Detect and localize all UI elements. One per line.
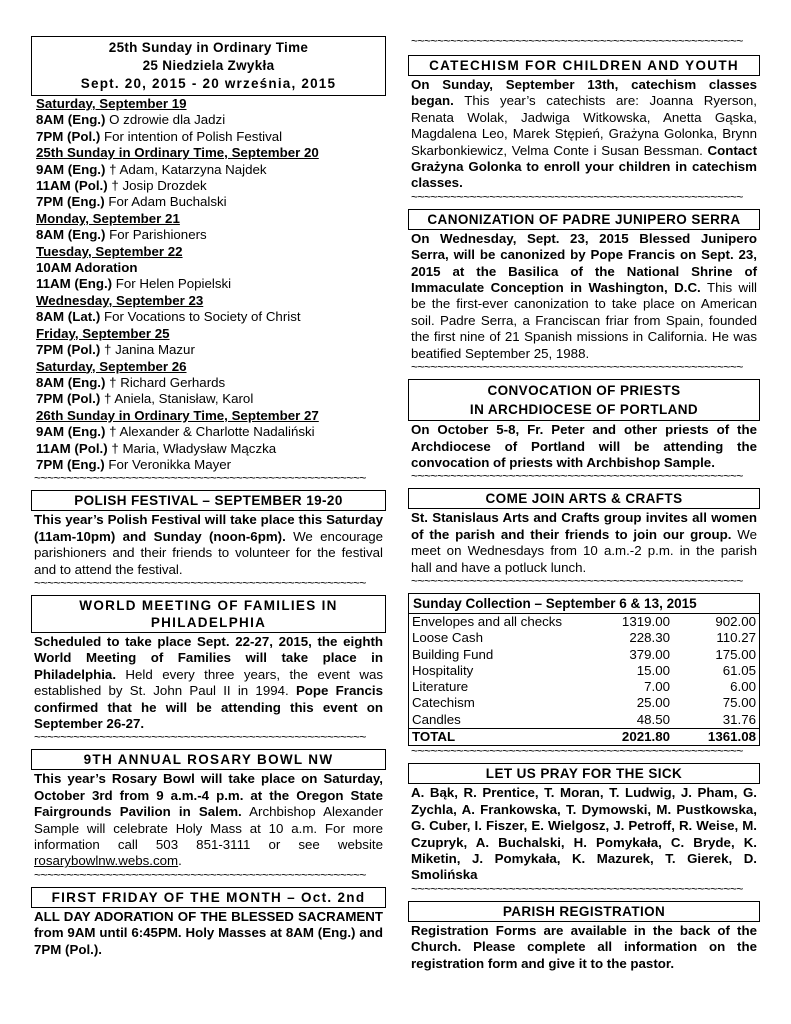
mass-time: 10AM Adoration: [36, 260, 138, 276]
collection-amount-sept-13: 110.27: [716, 630, 756, 646]
canonization-text: On Wednesday, Sept. 23, 2015 Blessed Junipero Serra, will be canonized by Pope Francis on Sept. 23, 2015 at the Basilica of the National Shrine of Immaculate Conception in Washington, D.C. This will be the first-ever canonization to take place on American soil. Padre Serra, a Franciscan friar from Spain, founded the first nine of 21 Spanish missions in California. He was beatified September 25, 1988.: [411, 230, 757, 361]
collection-amount-sept-6: 228.30: [629, 630, 670, 646]
divider: ~~~~~~~~~~~~~~~~~~~~~~~~~~~~~~~~~~~~~~~~~~~~~~~~~~~: [34, 869, 366, 881]
divider: ~~~~~~~~~~~~~~~~~~~~~~~~~~~~~~~~~~~~~~~~~~~~~~~~~~~: [411, 883, 743, 895]
schedule-mass-line: [36, 441, 386, 457]
mass-time: 8AM (Eng.): [36, 374, 106, 390]
collection-label: Catechism: [412, 695, 475, 711]
mass-time: 8AM (Lat.): [36, 309, 101, 325]
collection-amount-sept-6: 2021.80: [597, 729, 673, 746]
divider: ~~~~~~~~~~~~~~~~~~~~~~~~~~~~~~~~~~~~~~~~~~~~~~~~~~~: [411, 36, 743, 47]
first-friday-text: ALL DAY ADORATION OF THE BLESSED SACRAMENT from 9AM until 6:45PM. Holy Masses at 8AM (Eng.) and 7PM (Pol.).: [34, 908, 383, 957]
mass-time: 7PM (Eng.): [36, 194, 105, 210]
collection-label: Candles: [412, 711, 461, 727]
left-column: [31, 36, 386, 958]
mass-schedule: [36, 96, 386, 473]
mass-intention: For Helen Popielski: [112, 276, 232, 292]
collection-amount-sept-13: 61.05: [722, 662, 756, 678]
divider: ~~~~~~~~~~~~~~~~~~~~~~~~~~~~~~~~~~~~~~~~~~~~~~~~~~~: [34, 473, 366, 485]
world-meeting-text: Scheduled to take place Sept. 22-27, 2015, the eighth World Meeting of Families will take place in Philadelphia. Held every three years, the event was established by St. John Paul II in 1994. Pope Francis confirmed that he will be attending this event on September 26-27.: [34, 633, 383, 731]
mass-time: 11AM (Pol.): [36, 440, 108, 456]
divider: ~~~~~~~~~~~~~~~~~~~~~~~~~~~~~~~~~~~~~~~~~~~~~~~~~~~: [411, 191, 743, 203]
collection-row: [409, 647, 759, 663]
registration-text: Registration Forms are available in the back of the Church. Please complete all information on the registration form and give it to the pastor.: [411, 922, 757, 971]
sunday-collection: [408, 593, 760, 746]
arts-crafts-text: St. Stanislaus Arts and Crafts group invites all women of the parish and their friends to join our group. We meet on Wednesdays from 10 a.m.-2 p.m. in the parish hall and have a potluck lunch.: [411, 510, 757, 575]
mass-intention: For intention of Polish Festival: [100, 128, 283, 144]
collection-amount-sept-6: 48.50: [636, 711, 670, 727]
mass-intention: † Adam, Katarzyna Najdek: [105, 161, 267, 177]
mass-time: 7PM (Pol.): [36, 391, 101, 407]
schedule-mass-line: [36, 424, 386, 440]
mass-intention: For Adam Buchalski: [104, 194, 227, 210]
arts-crafts-title: COME JOIN ARTS & CRAFTS: [408, 488, 760, 509]
collection-total-row: [409, 729, 759, 746]
collection-row: [409, 712, 759, 729]
collection-amount-sept-6: 15.00: [636, 662, 670, 678]
right-column: [408, 36, 760, 972]
mass-intention: O zdrowie dla Jadzi: [105, 112, 226, 128]
convocation-text: On October 5-8, Fr. Peter and other priests of the Archdiocese of Portland will be attending the convocation of priests with Archbishop Sample.: [411, 422, 757, 470]
divider: ~~~~~~~~~~~~~~~~~~~~~~~~~~~~~~~~~~~~~~~~~~~~~~~~~~~: [411, 575, 743, 587]
collection-row: [409, 630, 759, 646]
convocation-title: [408, 379, 760, 421]
world-meeting-title: WORLD MEETING OF FAMILIES IN PHILADELPHIA: [31, 595, 386, 633]
schedule-mass-line: [36, 178, 386, 194]
schedule-mass-line: [36, 342, 386, 358]
mass-time: 7PM (Pol.): [36, 128, 101, 144]
mass-intention: † Maria, Władysław Mączka: [107, 440, 277, 456]
collection-label: TOTAL: [409, 729, 597, 746]
collection-row: [409, 679, 759, 695]
schedule-day-heading: Friday, September 25: [36, 325, 170, 341]
collection-table: [409, 614, 759, 745]
collection-row: [409, 695, 759, 711]
collection-amount-sept-13: 902.00: [715, 613, 756, 629]
mass-intention: † Alexander & Charlotte Nadaliński: [105, 424, 315, 440]
schedule-mass-line: [36, 276, 386, 292]
first-friday-title: FIRST FRIDAY OF THE MONTH – Oct. 2nd: [31, 887, 386, 908]
schedule-day-heading: Saturday, September 26: [36, 358, 187, 374]
schedule-mass-line: [36, 227, 386, 243]
mass-intention: † Josip Drozdek: [107, 178, 207, 194]
collection-amount-sept-13: 75.00: [722, 695, 756, 711]
collection-amount-sept-13: 31.76: [722, 711, 756, 727]
collection-label: Loose Cash: [412, 630, 483, 646]
divider: ~~~~~~~~~~~~~~~~~~~~~~~~~~~~~~~~~~~~~~~~~~~~~~~~~~~: [34, 577, 366, 589]
collection-amount-sept-6: 25.00: [636, 695, 670, 711]
schedule-mass-line: [36, 112, 386, 128]
mass-time: 8AM (Eng.): [36, 112, 106, 128]
convocation-title-line-2: IN ARCHDIOCESE OF PORTLAND: [469, 402, 699, 418]
schedule-day-heading: 25th Sunday in Ordinary Time, September 20: [36, 145, 319, 161]
schedule-mass-line: [36, 457, 386, 473]
collection-label: Hospitality: [412, 662, 474, 678]
rosary-bowl-text: This year’s Rosary Bowl will take place on Saturday, October 3rd from 9 a.m.-4 p.m. at the Oregon State Fairgrounds Pavilion in Salem. Archbishop Alexander Sample will celebrate Holy Mass at 10 a.m. For more information call 503 851-3111 or see website rosarybowlnw.webs.com.: [34, 771, 383, 869]
divider: ~~~~~~~~~~~~~~~~~~~~~~~~~~~~~~~~~~~~~~~~~~~~~~~~~~~: [411, 746, 743, 758]
schedule-day-heading: Saturday, September 19: [36, 96, 187, 111]
mass-intention: For Vocations to Society of Christ: [100, 309, 301, 325]
schedule-mass-line: [36, 162, 386, 178]
schedule-mass-line: [36, 129, 386, 145]
mass-time: 7PM (Pol.): [36, 342, 101, 358]
collection-amount-sept-6: 7.00: [644, 679, 670, 695]
schedule-mass-line: [36, 309, 386, 325]
mass-intention: † Richard Gerhards: [105, 374, 226, 390]
mass-time: 9AM (Eng.): [36, 424, 106, 440]
header-line-1: 25th Sunday in Ordinary Time: [108, 40, 309, 55]
canonization-title: CANONIZATION OF PADRE JUNIPERO SERRA: [408, 209, 760, 230]
mass-intention: † Janina Mazur: [100, 342, 195, 358]
polish-festival-text: This year’s Polish Festival will take place this Saturday (11am-10pm) and Sunday (noon-6pm). We encourage parishioners and their friends to volunteer for the festival and to attend the festival.: [34, 512, 383, 577]
schedule-day-heading: Tuesday, September 22: [36, 243, 183, 259]
collection-amount-sept-13: 1361.08: [673, 729, 759, 746]
collection-amount-sept-13: 175.00: [715, 646, 756, 662]
header-line-3: Sept. 20, 2015 - 20 września, 2015: [80, 76, 337, 91]
collection-row: [409, 663, 759, 679]
schedule-mass-line: [36, 375, 386, 391]
collection-label: Building Fund: [412, 646, 494, 662]
pray-sick-text: A. Bąk, R. Prentice, T. Moran, T. Ludwig, J. Pham, G. Zychla, A. Frankowska, T. Dymowski, M. Pustkowska, G. Cuber, I. Fiszer, E. Wielgosz, J. Petroff, R. Weise, M. Czupryk, A. Buchalski, H. Pomykała, C. Bryde, K. Miketin, J. Pomykała, K. Mazurek, T. Gierek, D. Smolińska: [411, 785, 757, 883]
divider: ~~~~~~~~~~~~~~~~~~~~~~~~~~~~~~~~~~~~~~~~~~~~~~~~~~~: [411, 471, 743, 483]
schedule-mass-line: [36, 194, 386, 210]
polish-festival-title: POLISH FESTIVAL – SEPTEMBER 19-20: [31, 490, 386, 511]
registration-title: PARISH REGISTRATION: [408, 901, 760, 922]
pray-sick-title: LET US PRAY FOR THE SICK: [408, 763, 760, 784]
schedule-day-heading: 26th Sunday in Ordinary Time, September 27: [36, 407, 319, 423]
schedule-day-heading: Monday, September 21: [36, 210, 180, 226]
divider: ~~~~~~~~~~~~~~~~~~~~~~~~~~~~~~~~~~~~~~~~~~~~~~~~~~~: [34, 732, 366, 744]
collection-label: Literature: [412, 679, 469, 695]
mass-time: 7PM (Eng.): [36, 456, 105, 472]
collection-amount-sept-6: 379.00: [629, 646, 670, 662]
mass-intention: For Veronikka Mayer: [104, 456, 232, 472]
catechism-text: On Sunday, September 13th, catechism classes began. This year’s catechists are: Joanna Ryerson, Renata Wolak, Jadwiga Witkowska, Anetta Gąska, Magdalena Leo, Marek Stępień, Grażyna Golonka, Brynn Skarbonkiewicz, Velma Conte i Susan Bessman. Contact Grażyna Golonka to enroll your children in catechism classes.: [411, 77, 757, 191]
mass-time: 9AM (Eng.): [36, 161, 106, 177]
bulletin-header: [31, 36, 386, 96]
collection-amount-sept-6: 1319.00: [621, 613, 670, 629]
collection-amount-sept-13: 6.00: [730, 679, 756, 695]
mass-time: 11AM (Pol.): [36, 178, 108, 194]
convocation-title-line-1: CONVOCATION OF PRIESTS: [487, 383, 681, 399]
mass-time: 8AM (Eng.): [36, 227, 106, 243]
collection-title: Sunday Collection – September 6 & 13, 2015: [409, 594, 759, 614]
rosary-bowl-link[interactable]: rosarybowlnw.webs.com: [34, 853, 179, 869]
collection-row: [409, 614, 759, 630]
rosary-bowl-title: 9TH ANNUAL ROSARY BOWL NW: [31, 749, 386, 770]
mass-intention: For Parishioners: [105, 227, 207, 243]
mass-time: 11AM (Eng.): [36, 276, 113, 292]
schedule-mass-line: [36, 391, 386, 407]
header-line-2: 25 Niedziela Zwykła: [142, 58, 275, 73]
divider: ~~~~~~~~~~~~~~~~~~~~~~~~~~~~~~~~~~~~~~~~~~~~~~~~~~~: [411, 362, 743, 374]
schedule-mass-line: [36, 260, 386, 276]
collection-label: Envelopes and all checks: [412, 613, 563, 629]
mass-intention: † Aniela, Stanisław, Karol: [100, 391, 254, 407]
catechism-title: CATECHISM FOR CHILDREN AND YOUTH: [408, 55, 760, 76]
schedule-day-heading: Wednesday, September 23: [36, 292, 204, 308]
